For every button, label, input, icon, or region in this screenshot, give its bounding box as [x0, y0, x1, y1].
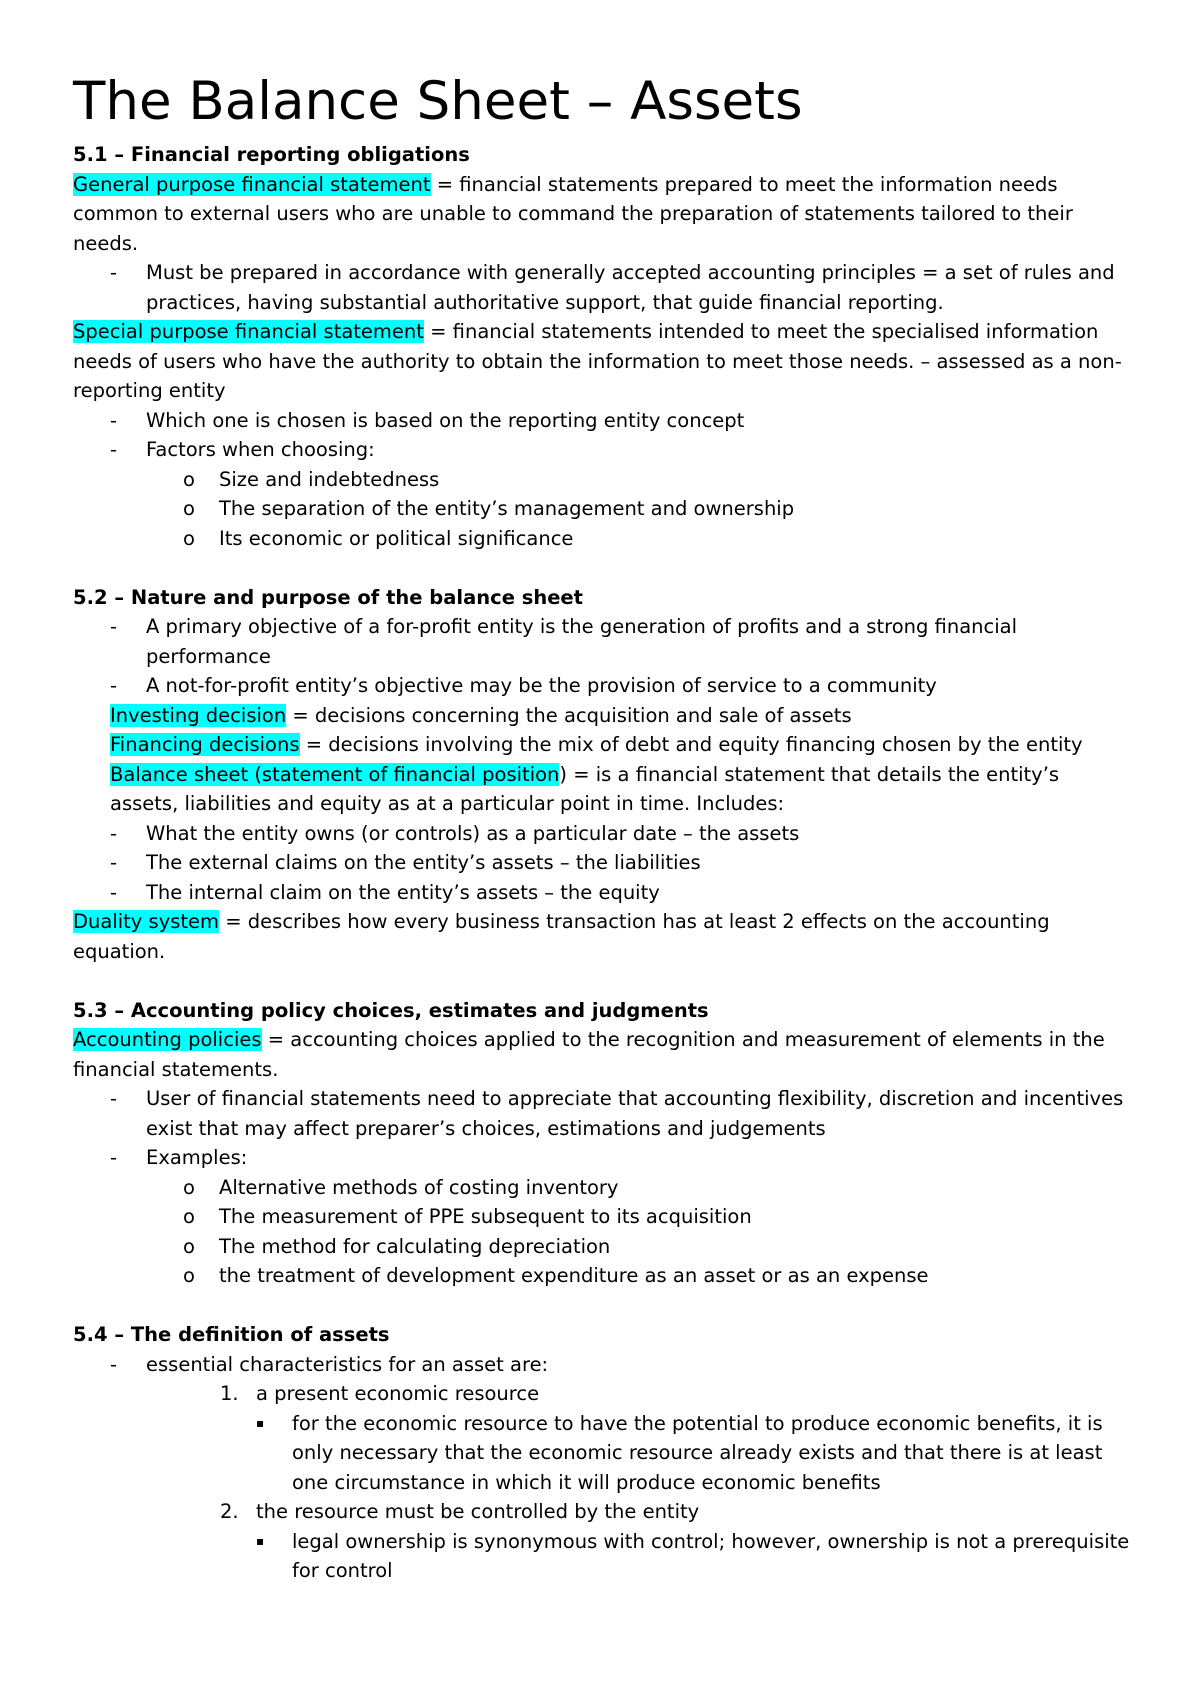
section-heading-5-2: 5.2 – Nature and purpose of the balance sheet — [73, 585, 583, 609]
definition-text: = decisions concerning the acquisition and sale of assets — [286, 703, 852, 727]
list-item — [73, 1143, 1133, 1173]
dash-marker: - — [110, 261, 118, 284]
sub-list-item — [73, 1202, 1133, 1232]
list-item-text: legal ownership is synonymous with control; however, ownership is not a prerequisite for control — [292, 1529, 1130, 1582]
circle-marker: o — [183, 526, 195, 550]
square-marker: ▪ — [256, 1415, 265, 1430]
section-heading-5-3: 5.3 – Accounting policy choices, estimates and judgments — [73, 998, 709, 1022]
definition-special-purpose — [73, 317, 1133, 406]
definition-text: ) = is a financial statement that details the entity’s assets, liabilities and equity as at a particular point in time. Includes: — [110, 762, 1060, 815]
definition-text: = describes how every business transaction has at least 2 effects on the accounting equation. — [73, 910, 1050, 963]
spacer — [73, 1291, 1133, 1321]
dash-marker: - — [110, 674, 118, 697]
circle-marker: o — [183, 467, 195, 491]
sub-list-item — [73, 1261, 1133, 1291]
circle-marker: o — [183, 497, 195, 520]
dash-marker: - — [110, 821, 118, 845]
circle-marker: o — [183, 1175, 195, 1199]
list-item-text: The external claims on the entity’s assets – the liabilities — [146, 851, 701, 874]
section-heading-5-4: 5.4 – The definition of assets — [73, 1323, 390, 1346]
square-bullet-item — [73, 1527, 1133, 1586]
definition-balance-sheet — [73, 760, 1133, 819]
list-item — [73, 848, 1133, 878]
highlighted-term: Investing decision — [110, 703, 287, 727]
list-item-text: a present economic resource — [256, 1382, 540, 1405]
list-item — [73, 1350, 1133, 1380]
list-item-text: The internal claim on the entity’s assets – the equity — [146, 880, 660, 904]
dash-marker: - — [110, 408, 118, 432]
list-item — [73, 819, 1133, 849]
list-item-text: Size and indebtedness — [219, 467, 440, 491]
highlighted-term: Duality system — [73, 910, 220, 933]
definition-investing-decision — [73, 701, 1133, 731]
dash-marker: - — [110, 1087, 118, 1110]
definition-duality-system — [73, 907, 1133, 966]
list-item-text: for the economic resource to have the potential to produce economic benefits, it is only necessary that the economic resource already exists and that there is at least one circumstance in which it will produce economic benefits — [292, 1411, 1103, 1494]
list-item-text: The measurement of PPE subsequent to its acquisition — [219, 1205, 752, 1228]
number-marker: 2. — [220, 1500, 239, 1523]
circle-marker: o — [183, 1264, 195, 1287]
list-item — [73, 612, 1133, 671]
list-item-text: The separation of the entity’s management and ownership — [219, 497, 795, 520]
square-marker: ▪ — [256, 1533, 265, 1548]
spacer — [73, 966, 1133, 996]
list-item-text: The method for calculating depreciation — [219, 1234, 611, 1258]
definition-general-purpose — [73, 170, 1133, 259]
circle-marker: o — [183, 1205, 195, 1228]
list-item-text: Alternative methods of costing inventory — [219, 1175, 619, 1199]
list-item — [73, 671, 1133, 701]
dash-marker: - — [110, 1352, 118, 1376]
list-item-text: A not-for-profit entity’s objective may be the provision of service to a community — [146, 674, 937, 697]
highlighted-term: Financing decisions — [110, 733, 300, 756]
document-title: The Balance Sheet – Assets — [73, 71, 803, 132]
highlighted-term: Special purpose financial statement — [73, 320, 424, 343]
numbered-item — [73, 1379, 1133, 1409]
dash-marker: - — [110, 438, 118, 461]
number-marker: 1. — [220, 1382, 239, 1405]
list-item-text: essential characteristics for an asset are: — [146, 1352, 549, 1376]
highlighted-term: Accounting policies — [73, 1028, 262, 1051]
list-item-text: Factors when choosing: — [146, 438, 375, 461]
definition-financing-decisions — [73, 730, 1133, 760]
list-item-text: A primary objective of a for-profit entity is the generation of profits and a strong financial performance — [146, 615, 1018, 668]
list-item — [73, 878, 1133, 908]
circle-marker: o — [183, 1234, 195, 1258]
list-item-text: the treatment of development expenditure as an asset or as an expense — [219, 1264, 929, 1287]
definition-text: = accounting choices applied to the recognition and measurement of elements in the financial statements. — [73, 1028, 1105, 1081]
list-item-text: Examples: — [146, 1146, 248, 1169]
list-item — [73, 435, 1133, 465]
sub-list-item — [73, 524, 1133, 554]
definition-text: = financial statements intended to meet the specialised information needs of users who have the authority to obtain the information to meet those needs. – assessed as a non-reporting entity — [73, 320, 1122, 402]
definition-text: = decisions involving the mix of debt and equity financing chosen by the entity — [299, 733, 1083, 756]
square-bullet-item — [73, 1409, 1133, 1498]
list-item — [73, 406, 1133, 436]
list-item-text: Its economic or political significance — [219, 526, 574, 550]
list-item-text: the resource must be controlled by the entity — [256, 1500, 700, 1523]
dash-marker: - — [110, 1146, 118, 1169]
definition-accounting-policies — [73, 1025, 1133, 1084]
highlighted-term: General purpose financial statement — [73, 172, 431, 196]
dash-marker: - — [110, 615, 118, 638]
definition-text: = financial statements prepared to meet the information needs common to external users who are unable to command the preparation of statements tailored to their needs. — [73, 172, 1073, 255]
highlighted-term: Balance sheet (statement of financial position — [110, 762, 560, 786]
sub-list-item — [73, 494, 1133, 524]
section-heading-5-1: 5.1 – Financial reporting obligations — [73, 143, 470, 166]
dash-marker: - — [110, 851, 118, 874]
spacer — [73, 553, 1133, 583]
list-item-text: What the entity owns (or controls) as a particular date – the assets — [146, 821, 800, 845]
list-item-text: User of financial statements need to appreciate that accounting flexibility, discretion and incentives exist that may affect preparer’s choices, estimations and judgements — [146, 1087, 1124, 1140]
sub-list-item — [73, 465, 1133, 495]
list-item — [73, 258, 1133, 317]
list-item-text: Which one is chosen is based on the reporting entity concept — [146, 408, 745, 432]
list-item — [73, 1084, 1133, 1143]
document-page — [73, 70, 1133, 1586]
dash-marker: - — [110, 880, 118, 904]
list-item-text: Must be prepared in accordance with generally accepted accounting principles = a set of rules and practices, having substantial authoritative support, that guide financial reporting. — [146, 261, 1115, 314]
sub-list-item — [73, 1232, 1133, 1262]
sub-list-item — [73, 1173, 1133, 1203]
numbered-item — [73, 1497, 1133, 1527]
